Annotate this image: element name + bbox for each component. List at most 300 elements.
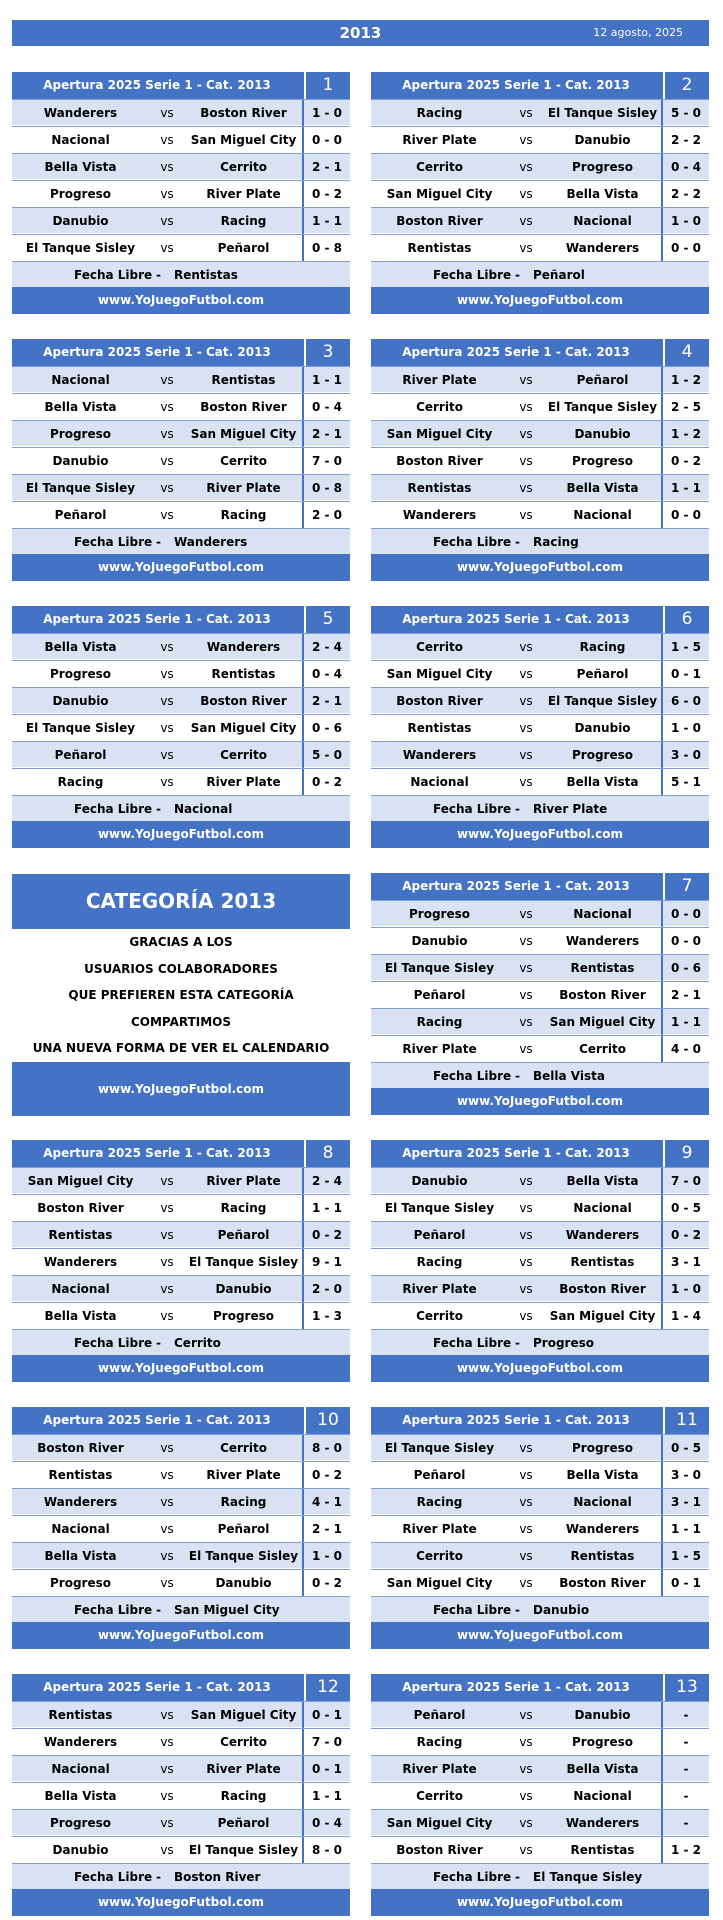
match-row [12,1515,350,1541]
home-team: El Tanque Sisley [25,721,136,735]
home-team: Danubio [411,934,468,948]
match-score: 0 - 0 [661,901,709,927]
bye-row [371,1062,709,1088]
bye-row [12,1329,350,1355]
promo-line: USUARIOS COLABORADORES [84,961,278,976]
vs-label: vs [519,775,533,789]
round-number: 6 [663,606,709,633]
match-row [12,1434,350,1460]
match-row [12,1755,350,1781]
home-team: Boston River [37,1201,124,1215]
match-score: 1 - 1 [661,475,709,501]
match-score: 0 - 2 [302,1222,350,1248]
home-team: Racing [416,1495,463,1509]
match-row [12,234,350,260]
round-header [12,606,350,633]
vs-label: vs [160,508,174,522]
home-team: Wanderers [43,106,118,120]
vs-label: vs [160,1174,174,1188]
home-team: Cerrito [416,160,463,174]
match-row [12,501,350,527]
bye-row [12,261,350,287]
home-team: El Tanque Sisley [384,1441,495,1455]
bye-dash: - [515,1603,520,1617]
bye-dash: - [156,802,161,816]
vs-label: vs [519,667,533,681]
bye-team: El Tanque Sisley [533,1870,643,1884]
vs-label: vs [160,373,174,387]
match-row [12,1569,350,1595]
home-team: Rentistas [407,481,472,495]
site-link[interactable]: www.YoJuegoFutbol.com [371,287,709,314]
match-score: 3 - 0 [661,742,709,768]
vs-label: vs [519,748,533,762]
match-row [371,1221,709,1247]
away-team: Wanderers [565,1228,640,1242]
match-score: 1 - 0 [302,100,350,126]
bye-row [371,1596,709,1622]
match-row [12,1701,350,1727]
round-title: Apertura 2025 Serie 1 - Cat. 2013 [402,1413,630,1427]
away-team: Racing [220,1789,267,1803]
match-row [371,1569,709,1595]
home-team: Wanderers [43,1735,118,1749]
vs-label: vs [160,1495,174,1509]
round-number: 11 [663,1407,709,1434]
home-team: San Miguel City [386,1576,493,1590]
round-header [371,72,709,99]
round-number: 9 [663,1140,709,1167]
match-row [371,660,709,686]
vs-label: vs [160,1576,174,1590]
home-team: San Miguel City [386,187,493,201]
site-link[interactable]: www.YoJuegoFutbol.com [371,821,709,848]
away-team: Peñarol [217,1522,270,1536]
round-card [12,1674,350,1916]
match-row [371,687,709,713]
vs-label: vs [519,241,533,255]
vs-label: vs [519,1042,533,1056]
vs-label: vs [160,775,174,789]
away-team: Rentistas [570,1843,635,1857]
match-score: 0 - 2 [661,448,709,474]
vs-label: vs [160,133,174,147]
away-team: Bella Vista [566,775,639,789]
bye-row [371,1863,709,1889]
match-row [12,714,350,740]
away-team: Cerrito [220,160,267,174]
vs-label: vs [519,1228,533,1242]
home-team: Racing [416,1735,463,1749]
match-row [12,1461,350,1487]
bye-dash: - [515,535,520,549]
bye-label: Fecha Libre [433,1870,512,1884]
round-card [12,1407,350,1649]
site-link[interactable]: www.YoJuegoFutbol.com [371,554,709,581]
match-score: - [661,1783,709,1809]
away-team: River Plate [206,187,281,201]
home-team: Peñarol [413,988,466,1002]
vs-label: vs [160,1201,174,1215]
away-team: River Plate [206,1762,281,1776]
vs-label: vs [519,133,533,147]
promo-line: QUE PREFIEREN ESTA CATEGORÍA [68,988,294,1003]
round-title: Apertura 2025 Serie 1 - Cat. 2013 [43,1680,271,1694]
match-score: 2 - 1 [302,1516,350,1542]
vs-label: vs [160,400,174,414]
away-team: San Miguel City [549,1309,656,1323]
match-row [12,1809,350,1835]
home-team: Danubio [52,694,109,708]
match-score: 0 - 5 [661,1195,709,1221]
match-score: 1 - 1 [302,367,350,393]
away-team: El Tanque Sisley [547,694,658,708]
bye-dash: - [156,535,161,549]
vs-label: vs [519,1789,533,1803]
bye-dash: - [515,1069,520,1083]
match-score: 0 - 4 [302,661,350,687]
vs-label: vs [519,1816,533,1830]
round-card [12,72,350,314]
away-team: Progreso [572,454,633,468]
match-score: 0 - 1 [661,1570,709,1596]
round-title: Apertura 2025 Serie 1 - Cat. 2013 [402,345,630,359]
round-card [371,1674,709,1916]
away-team: San Miguel City [190,1708,297,1722]
match-row [371,1701,709,1727]
bye-team: San Miguel City [174,1603,280,1617]
bye-label: Fecha Libre [74,535,153,549]
match-score: 2 - 2 [661,181,709,207]
bye-team: Danubio [533,1603,590,1617]
round-header [371,1407,709,1434]
match-score: 0 - 5 [661,1435,709,1461]
bye-row [371,1329,709,1355]
vs-label: vs [160,1441,174,1455]
round-header [371,1140,709,1167]
site-link[interactable]: www.YoJuegoFutbol.com [371,1889,709,1916]
away-team: Wanderers [565,1816,640,1830]
home-team: Wanderers [402,508,477,522]
site-link[interactable]: www.YoJuegoFutbol.com [12,1355,350,1382]
away-team: Boston River [559,1576,646,1590]
vs-label: vs [160,481,174,495]
away-team: San Miguel City [190,133,297,147]
home-team: San Miguel City [386,427,493,441]
match-score: - [661,1810,709,1836]
match-score: 3 - 0 [661,1462,709,1488]
match-row [371,633,709,659]
match-row [12,1302,350,1328]
match-row [12,99,350,125]
home-team: San Miguel City [386,1816,493,1830]
vs-label: vs [160,160,174,174]
away-team: Nacional [573,1201,632,1215]
bye-row [12,795,350,821]
match-score: 2 - 4 [302,1168,350,1194]
vs-label: vs [519,1549,533,1563]
vs-label: vs [160,1309,174,1323]
home-team: Cerrito [416,1549,463,1563]
vs-label: vs [519,187,533,201]
match-row [12,366,350,392]
away-team: River Plate [206,775,281,789]
match-row [371,99,709,125]
away-team: Boston River [200,106,287,120]
round-number: 12 [304,1674,350,1701]
match-row [371,927,709,953]
vs-label: vs [519,1522,533,1536]
match-row [371,1248,709,1274]
away-team: El Tanque Sisley [547,106,658,120]
bye-dash: - [156,1603,161,1617]
round-number: 7 [663,873,709,900]
away-team: Bella Vista [566,1174,639,1188]
match-score: 0 - 0 [661,502,709,528]
bye-dash: - [156,1870,161,1884]
away-team: Rentistas [570,961,635,975]
match-row [371,768,709,794]
vs-label: vs [160,1762,174,1776]
match-score: 5 - 0 [661,100,709,126]
match-row [12,1728,350,1754]
home-team: Rentistas [48,1228,113,1242]
site-link[interactable]: www.YoJuegoFutbol.com [371,1088,709,1115]
match-score: 3 - 1 [661,1489,709,1515]
vs-label: vs [519,1174,533,1188]
site-link[interactable]: www.YoJuegoFutbol.com [12,1889,350,1916]
away-team: El Tanque Sisley [547,400,658,414]
promo-site-link[interactable]: www.YoJuegoFutbol.com [12,1062,350,1116]
match-row [12,447,350,473]
match-score: 0 - 2 [302,1570,350,1596]
bye-team: Peñarol [533,268,585,282]
away-team: Nacional [573,1789,632,1803]
match-row [12,633,350,659]
promo-line: COMPARTIMOS [130,1014,232,1029]
match-row [12,474,350,500]
vs-label: vs [519,907,533,921]
away-team: Nacional [573,1495,632,1509]
home-team: Rentistas [48,1468,113,1482]
vs-label: vs [160,667,174,681]
away-team: Wanderers [565,934,640,948]
match-score: 1 - 1 [302,208,350,234]
vs-label: vs [160,454,174,468]
match-row [371,1167,709,1193]
home-team: Cerrito [416,1789,463,1803]
round-header [371,873,709,900]
match-score: 7 - 0 [302,448,350,474]
match-row [371,900,709,926]
match-row [12,180,350,206]
bye-team: Bella Vista [533,1069,605,1083]
round-header [12,1407,350,1434]
vs-label: vs [519,1282,533,1296]
match-row [371,393,709,419]
round-card [371,72,709,314]
match-row [12,741,350,767]
match-score: 5 - 0 [302,742,350,768]
home-team: River Plate [402,1042,477,1056]
bye-label: Fecha Libre [74,268,153,282]
home-team: Peñarol [54,748,107,762]
match-score: 2 - 0 [302,1276,350,1302]
match-row [371,180,709,206]
vs-label: vs [160,1549,174,1563]
promo-title: CATEGORÍA 2013 [12,874,350,929]
away-team: Progreso [572,1735,633,1749]
home-team: Progreso [50,1576,111,1590]
match-score: 1 - 0 [661,1276,709,1302]
home-team: El Tanque Sisley [384,961,495,975]
bye-team: River Plate [533,802,608,816]
vs-label: vs [519,961,533,975]
home-team: Cerrito [416,640,463,654]
match-score: 1 - 5 [661,634,709,660]
match-row [371,1728,709,1754]
match-row [371,714,709,740]
match-score: 0 - 1 [302,1756,350,1782]
vs-label: vs [519,400,533,414]
vs-label: vs [160,1735,174,1749]
match-row [371,1275,709,1301]
bye-team: Boston River [174,1870,261,1884]
match-score: 8 - 0 [302,1837,350,1863]
match-score: 3 - 1 [661,1249,709,1275]
vs-label: vs [519,1495,533,1509]
match-score: 7 - 0 [302,1729,350,1755]
match-row [371,954,709,980]
match-score: 0 - 2 [302,769,350,795]
match-score: 0 - 0 [661,235,709,261]
vs-label: vs [160,1843,174,1857]
vs-label: vs [519,481,533,495]
round-title: Apertura 2025 Serie 1 - Cat. 2013 [402,1680,630,1694]
match-score: 1 - 2 [661,367,709,393]
away-team: Boston River [200,400,287,414]
match-score: 2 - 1 [302,688,350,714]
away-team: Danubio [574,721,631,735]
home-team: Bella Vista [44,1549,117,1563]
site-link[interactable]: www.YoJuegoFutbol.com [12,287,350,314]
match-score: 1 - 2 [661,1837,709,1863]
away-team: Bella Vista [566,1468,639,1482]
vs-label: vs [519,988,533,1002]
home-team: Peñarol [413,1708,466,1722]
match-row [12,1221,350,1247]
vs-label: vs [519,1708,533,1722]
match-score: 0 - 4 [302,1810,350,1836]
round-header [12,1674,350,1701]
vs-label: vs [519,1255,533,1269]
vs-label: vs [519,1441,533,1455]
site-link[interactable]: www.YoJuegoFutbol.com [12,821,350,848]
round-title: Apertura 2025 Serie 1 - Cat. 2013 [43,345,271,359]
away-team: Boston River [559,1282,646,1296]
site-link[interactable]: www.YoJuegoFutbol.com [371,1355,709,1382]
home-team: El Tanque Sisley [384,1201,495,1215]
vs-label: vs [519,1309,533,1323]
home-team: Wanderers [43,1255,118,1269]
vs-label: vs [160,187,174,201]
vs-label: vs [160,1468,174,1482]
home-team: Racing [416,1015,463,1029]
away-team: Racing [579,640,626,654]
away-team: Peñarol [217,241,270,255]
site-link[interactable]: www.YoJuegoFutbol.com [12,554,350,581]
away-team: Racing [220,1495,267,1509]
match-row [12,1275,350,1301]
home-team: Wanderers [43,1495,118,1509]
round-title: Apertura 2025 Serie 1 - Cat. 2013 [402,78,630,92]
away-team: Wanderers [565,1522,640,1536]
match-score: 0 - 4 [302,394,350,420]
match-score: 8 - 0 [302,1435,350,1461]
round-number: 13 [663,1674,709,1701]
vs-label: vs [160,1255,174,1269]
round-card [371,339,709,581]
site-link[interactable]: www.YoJuegoFutbol.com [12,1622,350,1649]
vs-label: vs [160,1228,174,1242]
match-row [371,1755,709,1781]
bye-label: Fecha Libre [433,1069,512,1083]
round-card [371,1140,709,1382]
home-team: Cerrito [416,1309,463,1323]
home-team: Rentistas [407,241,472,255]
match-row [371,1488,709,1514]
bye-dash: - [515,1870,520,1884]
bye-row [371,528,709,554]
round-header [371,1674,709,1701]
match-score: 1 - 5 [661,1543,709,1569]
round-title: Apertura 2025 Serie 1 - Cat. 2013 [402,1146,630,1160]
match-row [371,1035,709,1061]
match-score: 1 - 2 [661,421,709,447]
vs-label: vs [519,721,533,735]
home-team: Danubio [52,454,109,468]
site-link[interactable]: www.YoJuegoFutbol.com [371,1622,709,1649]
round-number: 5 [304,606,350,633]
vs-label: vs [160,1816,174,1830]
away-team: Peñarol [576,667,629,681]
home-team: Nacional [51,1522,110,1536]
away-team: Peñarol [217,1816,270,1830]
round-title: Apertura 2025 Serie 1 - Cat. 2013 [43,1413,271,1427]
round-number: 10 [304,1407,350,1434]
vs-label: vs [160,1789,174,1803]
home-team: Danubio [52,214,109,228]
match-score: 1 - 0 [302,1543,350,1569]
match-score: 2 - 2 [661,127,709,153]
match-row [12,1167,350,1193]
away-team: Rentistas [211,373,276,387]
vs-label: vs [519,1201,533,1215]
away-team: Cerrito [220,454,267,468]
bye-label: Fecha Libre [74,1336,153,1350]
bye-row [12,528,350,554]
home-team: Nacional [410,775,469,789]
round-number: 2 [663,72,709,99]
home-team: Bella Vista [44,160,117,174]
round-card [371,873,709,1115]
away-team: Wanderers [206,640,281,654]
bye-row [12,1863,350,1889]
away-team: El Tanque Sisley [188,1843,299,1857]
vs-label: vs [519,160,533,174]
match-row [371,1302,709,1328]
bye-dash: - [156,268,161,282]
